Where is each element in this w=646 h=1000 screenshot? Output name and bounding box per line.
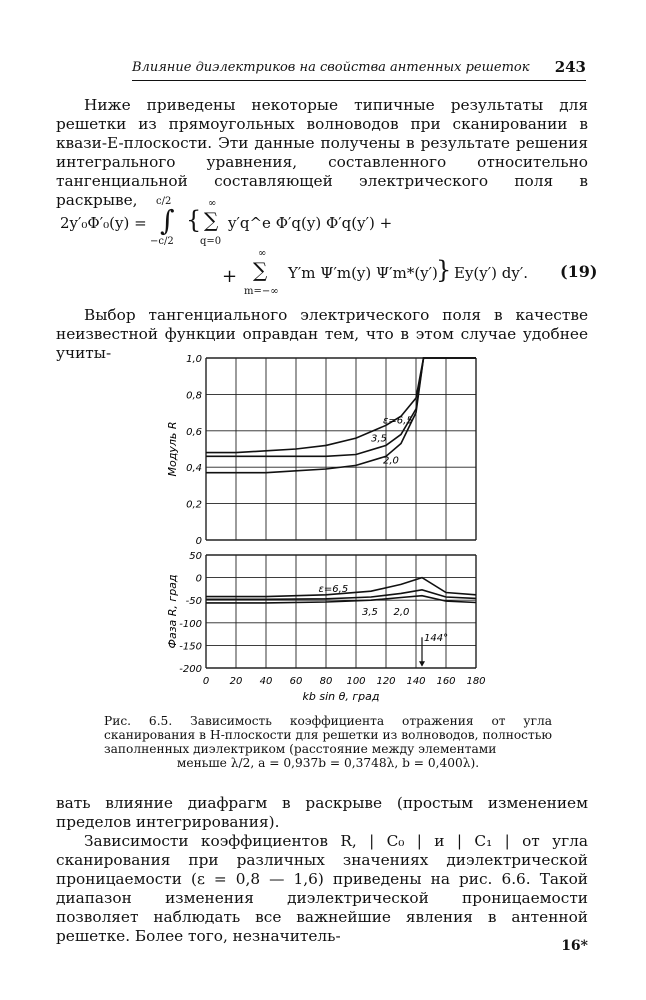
paragraph-1: [56, 96, 588, 210]
paragraph-3: [56, 794, 588, 832]
caption-line-2: меньше λ/2, a = 0,937b = 0,3748λ, b = 0,400λ).: [176, 756, 480, 770]
sum1-lower: q=0: [200, 236, 222, 247]
running-header: [132, 58, 586, 81]
series-label: 2,0: [393, 607, 410, 619]
sum2-term: Y′m Ψ′m(y) Ψ′m*(y′): [288, 264, 438, 282]
caption-line-1: Рис. 6.5. Зависимость коэффициента отражения от угла сканирования в H-плоскости для решетки из волноводов, полностью заполненных диэлектриком (расстояние между элементами: [104, 714, 552, 756]
x-tick-label: 0: [202, 676, 210, 687]
sum2-upper: ∞: [258, 248, 267, 259]
series-line: [206, 358, 476, 453]
x-tick-label: 80: [319, 676, 333, 687]
equation-lhs: 2y′₀Φ′₀(y) =: [60, 214, 147, 232]
annotation-label: 144°: [424, 632, 449, 644]
brace-open: {: [186, 206, 202, 234]
y-tick-label: 0: [195, 536, 202, 547]
integral-sign: ∫: [160, 204, 175, 237]
paragraph-4-text: Зависимости коэффициентов R, | C₀ | и | C₁ | от угла сканирования при различных значениях диэлектрической проницаемости (ε = 0,8 — 1,6) приведены на рис. 6.6. Такой диапазон изменения диэлектрической проницаемости позволяет наблюдать все важнейшие явления в антенной решетке. Более того, незначитель-: [56, 832, 588, 945]
sum2-lower: m=−∞: [244, 286, 279, 297]
figure-6-5: [150, 350, 490, 702]
x-tick-label: 40: [259, 676, 273, 687]
x-tick-label: 60: [289, 676, 303, 687]
annotation-arrow: [419, 661, 425, 666]
plus-sign: +: [222, 266, 238, 287]
paragraph-3-text: вать влияние диафрагм в раскрыве (простым изменением пределов интегрирования).: [56, 794, 588, 831]
x-tick-label: 180: [466, 676, 486, 687]
x-tick-label: 160: [436, 676, 456, 687]
series-label: 2,0: [383, 455, 399, 467]
page-number: 243: [554, 58, 586, 76]
signature-mark: 16*: [561, 938, 588, 954]
sum1-sign: ∑: [204, 208, 219, 232]
sum1-term: y′q^e Φ′q(y) Φ′q(y′) +: [228, 214, 393, 232]
y-tick-label: 0,6: [186, 426, 202, 438]
y-tick-label: -50: [185, 596, 202, 608]
paragraph-4: [56, 832, 588, 946]
integral-lower-limit: −c/2: [150, 236, 174, 247]
x-axis-label: kb sin θ, град: [302, 690, 380, 702]
y-tick-label: -200: [179, 664, 202, 675]
x-tick-label: 140: [406, 676, 426, 687]
series-label: 3,5: [362, 607, 378, 619]
x-tick-label: 120: [376, 676, 396, 687]
phase-plot: [166, 551, 486, 702]
equation-number: (19): [560, 262, 598, 281]
series-label: ε=6,5: [318, 584, 349, 596]
series-label: ε=6,5: [383, 415, 413, 427]
series-label: 3,5: [371, 433, 387, 445]
paragraph-2-text: Выбор тангенциального электрического поля в качестве неизвестной функции оправдан тем, что в этом случае удобнее учиты-: [56, 306, 588, 362]
y-tick-label: 0,8: [186, 390, 202, 402]
equation-tail: Ey(y′) dy′.: [454, 264, 529, 282]
brace-close: }: [436, 256, 452, 284]
sum2-sign: ∑: [253, 258, 268, 282]
x-tick-label: 100: [346, 676, 366, 687]
y-tick-label: -100: [179, 618, 202, 630]
y-tick-label: 50: [189, 551, 202, 562]
y-tick-label: -150: [179, 641, 202, 653]
x-tick-label: 20: [229, 676, 243, 687]
paragraph-1-text: Ниже приведены некоторые типичные результаты для решетки из прямоугольных волноводов при сканировании в квази-E-плоскости. Эти данные получены в результате решения интегрального уравнения, составленного относительно тангенциальной составляющей электрического поля в раскрыве,: [56, 96, 588, 209]
equation-19: [58, 196, 598, 306]
y-tick-label: 1,0: [186, 354, 202, 365]
integral-upper-limit: c/2: [156, 196, 172, 207]
y-axis-label: Модуль R: [166, 421, 179, 477]
y-tick-label: 0: [195, 573, 202, 585]
y-axis-label: Фаза R, град: [166, 574, 179, 649]
y-tick-label: 0,2: [186, 499, 202, 511]
magnitude-plot: [166, 354, 476, 547]
header-title: Влияние диэлектриков на свойства антенных решеток: [132, 60, 530, 75]
y-tick-label: 0,4: [186, 463, 202, 475]
figure-caption: [104, 714, 552, 770]
sum1-upper: ∞: [208, 198, 217, 209]
